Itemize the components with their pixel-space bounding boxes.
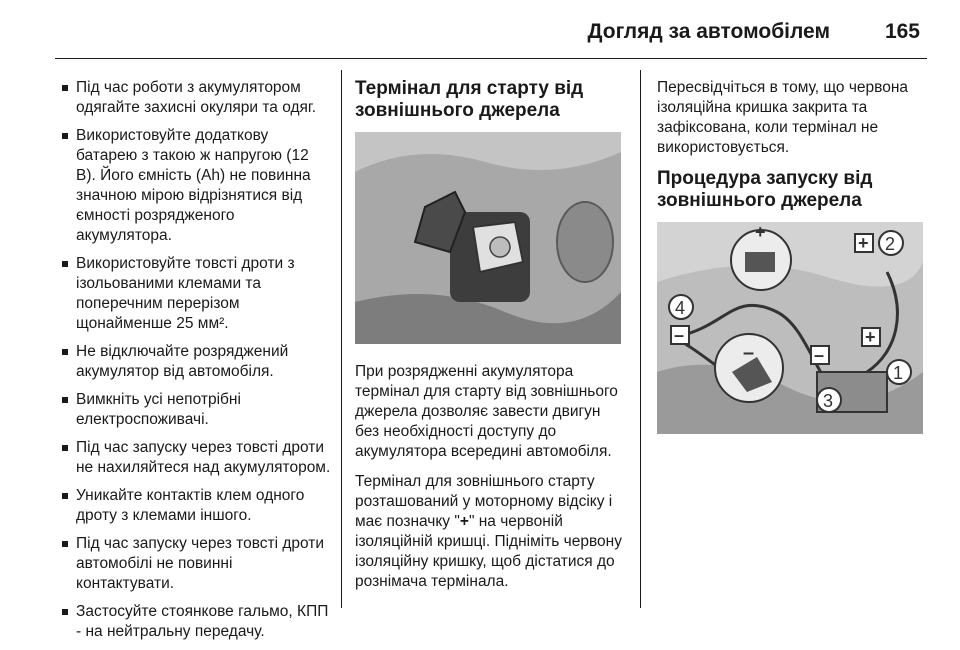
bullet-item: Використовуйте товсті дроти з ізольованими клемами та поперечним перерізом щонайменше 25 мм². [62, 254, 332, 334]
page-title: Догляд за автомобілем [587, 20, 830, 43]
bullet-item: Уникайте контактів клем одного дроту з клемами іншого. [62, 486, 332, 526]
column-divider-left [341, 70, 342, 608]
terminal-paragraph-1: При розрядженні акумулятора термінал для старту від зовнішнього джерела дозволяє завести двигун без необхідності доступу до акумулятора всередині автомобіля. [355, 363, 618, 460]
terminal-paragraph-2-text-a: Термінал для зовнішнього старту розташований у моторному відсіку і має позначку " [355, 473, 613, 530]
terminal-paragraph-2 [355, 472, 623, 592]
diagram-callout-1: 1 [893, 363, 904, 383]
page-header [0, 0, 960, 56]
bullet-item: Під час роботи з акумулятором одягайте захисні окуляри та одяг. [62, 78, 332, 118]
bullet-item: Застосуйте стоянкове гальмо, КПП - на нейтральну передачу. [62, 602, 332, 642]
header-rule [55, 58, 927, 59]
diagram-plus-top: + [755, 222, 766, 242]
diagram-plus-box-top: + [858, 233, 869, 253]
plus-symbol: + [459, 513, 469, 530]
jump-start-diagram [657, 222, 923, 434]
bullet-item: Використовуйте додаткову батарею з такою ж напругою (12 В). Його ємність (Ah) не повинна значною мірою відрізнятися від ємності розрядженого акумулятора. [62, 126, 332, 246]
diagram-minus-battery: – [814, 345, 825, 365]
bullet-item: Не відключайте розряджений акумулятор від автомобіля. [62, 342, 332, 382]
terminal-photo [355, 132, 621, 344]
column-divider-right [640, 70, 641, 608]
column-procedure [657, 78, 927, 434]
column-safety-list [62, 78, 332, 650]
diagram-callout-4: 4 [675, 298, 686, 318]
diagram-callout-3: 3 [823, 391, 834, 411]
bullet-item: Під час запуску через товсті дроти не нахиляйтеся над акумулятором. [62, 438, 332, 478]
diagram-plus-right: + [865, 327, 876, 347]
column-terminal [355, 78, 623, 602]
diagram-callout-2: 2 [885, 234, 896, 254]
section-heading-terminal: Термінал для старту від зовнішнього джерела [355, 78, 584, 121]
bullet-item: Під час запуску через товсті дроти автомобілі не повинні контактувати. [62, 534, 332, 594]
safety-bullet-list [62, 78, 332, 642]
bullet-item: Вимкніть усі непотрібні електроспоживачі. [62, 390, 332, 430]
section-heading-procedure: Процедура запуску від зовнішнього джерела [657, 168, 873, 211]
diagram-minus-center: – [743, 342, 755, 364]
diagram-minus-left: – [674, 325, 685, 345]
cover-paragraph: Пересвідчіться в тому, що червона ізоляційна кришка закрита та зафіксована, коли термінал не використовується. [657, 79, 909, 156]
terminal-paragraph-2-text-b: " на червоній ізоляційній кришці. Підніміть червону ізоляційну кришку, щоб дістатися до рознімача термінала. [355, 513, 622, 590]
page-number: 165 [884, 20, 920, 43]
